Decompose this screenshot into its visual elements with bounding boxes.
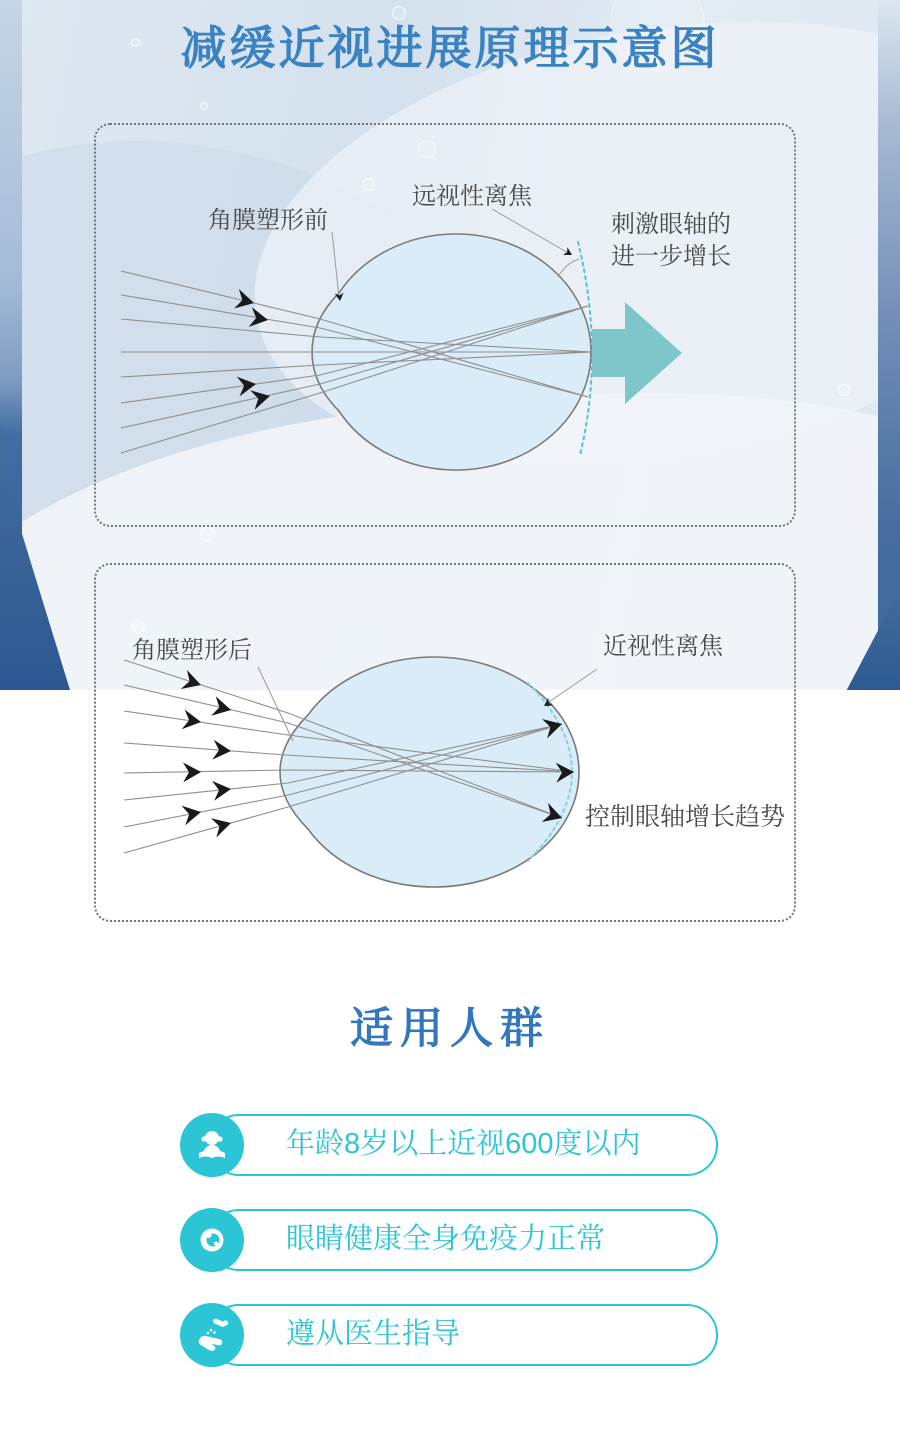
growth-arrow-icon xyxy=(592,302,682,404)
eye-diagram-after xyxy=(96,565,794,920)
ray-arrowhead xyxy=(181,670,204,695)
audience-item xyxy=(208,1209,718,1271)
leader-arrowhead xyxy=(563,247,574,259)
bubble xyxy=(200,527,215,542)
page-title: 减缓近视进展原理示意图 xyxy=(180,22,720,74)
principle-panel-before xyxy=(94,123,796,527)
leader-line xyxy=(258,667,293,741)
audience-item-label: 眼睛健康全身免疫力正常 xyxy=(286,1223,606,1255)
ray-arrowhead xyxy=(211,813,234,837)
audience-heading: 适用人群 xyxy=(350,1005,550,1053)
effect-label xyxy=(611,209,731,273)
leader-hook xyxy=(558,259,579,277)
audience-item-label: 年龄8岁以上近视600度以内 xyxy=(286,1128,641,1160)
audience-item xyxy=(208,1114,718,1176)
hand-washing-icon xyxy=(194,1317,230,1353)
ray-arrowhead xyxy=(181,802,202,825)
right-edge-strip xyxy=(878,0,900,690)
ray-arrowhead xyxy=(182,710,203,732)
ray-arrowhead xyxy=(212,779,232,801)
leader-line xyxy=(546,669,597,704)
item-icon-circle xyxy=(180,1113,244,1177)
effect-label-line2: 进一步增长 xyxy=(611,243,731,270)
ray-arrowhead xyxy=(211,696,233,720)
ray-arrowhead xyxy=(212,740,231,761)
lens-state-label: 角膜塑形前 xyxy=(208,207,328,234)
defocus-label: 近视性离焦 xyxy=(603,633,723,660)
defocus-label: 远视性离焦 xyxy=(412,183,532,210)
effect-label: 控制眼轴增长趋势 xyxy=(585,803,786,831)
effect-label-line1: 刺激眼轴的 xyxy=(611,211,731,238)
leader-line xyxy=(332,232,339,297)
lens-state-label: 角膜塑形后 xyxy=(132,637,252,664)
principle-panel-after xyxy=(94,563,796,922)
item-icon-circle xyxy=(180,1303,244,1367)
audience-item-label: 遵从医生指导 xyxy=(286,1318,461,1350)
ray-arrowhead xyxy=(249,307,270,330)
audience-item xyxy=(208,1304,718,1366)
item-icon-circle xyxy=(180,1208,244,1272)
bubble xyxy=(200,102,208,110)
child-reading-icon xyxy=(194,1127,230,1163)
bubble xyxy=(838,384,850,396)
ray-arrowhead xyxy=(250,386,272,409)
eye-icon xyxy=(194,1222,230,1258)
